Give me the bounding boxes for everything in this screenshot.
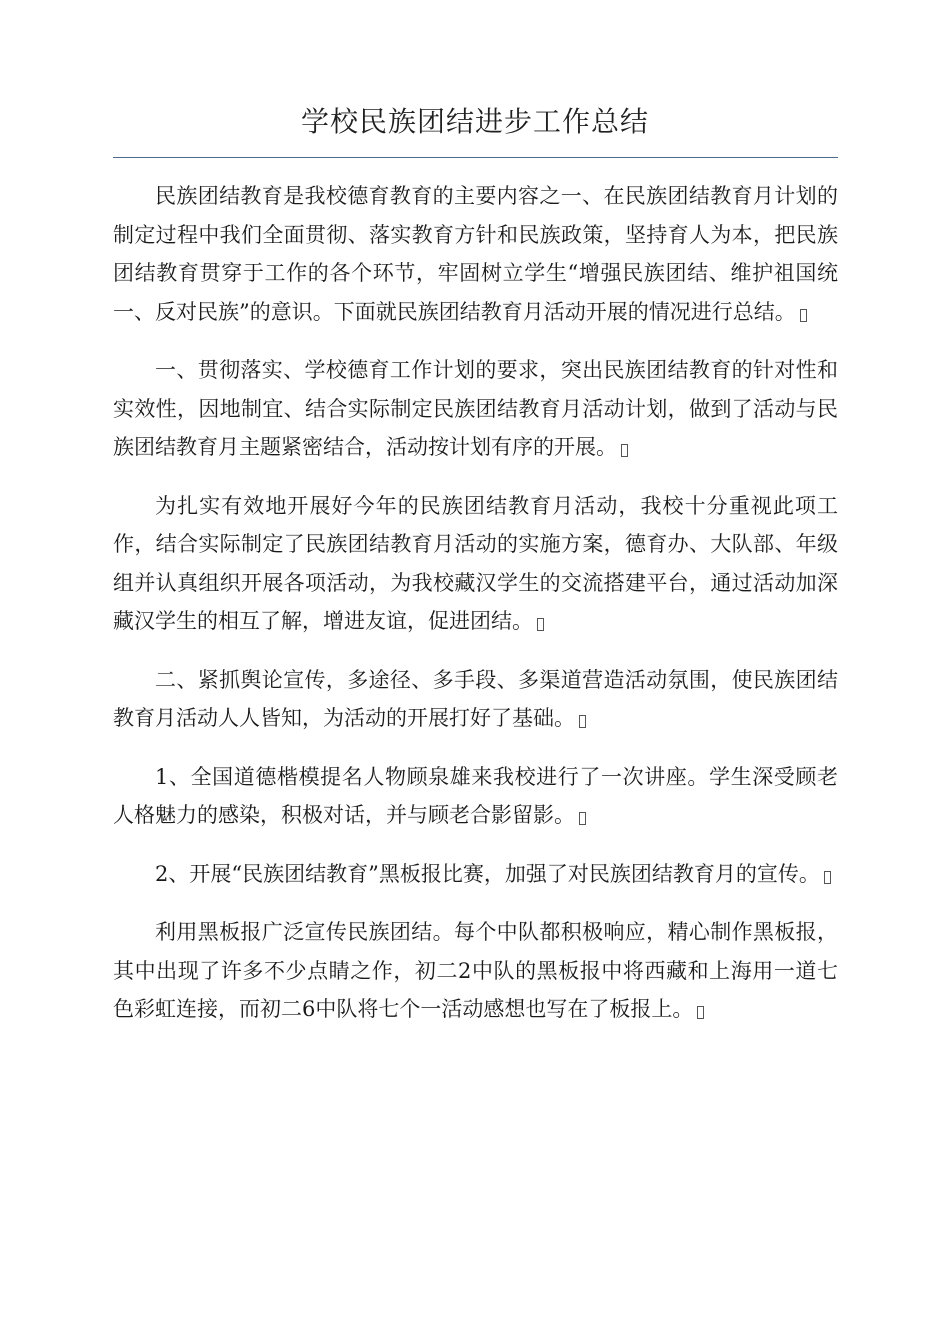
paragraph-mark-icon <box>621 444 628 457</box>
paragraph-text: 利用黑板报广泛宣传民族团结。每个中队都积极响应，精心制作黑板报，其中出现了许多不少点睛之作，初二2中队的黑板报中将西藏和上海用一道七色彩虹连接，而初二6中队将七个一活动感想也写在了板报上。 <box>113 920 838 1021</box>
paragraph <box>113 855 838 894</box>
paragraph-mark-icon <box>824 871 831 884</box>
paragraph-text: 2、开展“民族团结教育”黑板报比赛，加强了对民族团结教育月的宣传。 <box>155 861 820 886</box>
paragraph-mark-icon <box>579 812 586 825</box>
document-body <box>113 177 838 1049</box>
paragraph-text: 一、贯彻落实、学校德育工作计划的要求，突出民族团结教育的针对性和实效性，因地制宜、结合实际制定民族团结教育月活动计划，做到了活动与民族团结教育月主题紧密结合，活动按计划有序的开展。 <box>113 358 838 459</box>
paragraph-text: 二、紧抓舆论宣传，多途径、多手段、多渠道营造活动氛围，使民族团结教育月活动人人皆知，为活动的开展打好了基础。 <box>113 667 838 730</box>
document-title: 学校民族团结进步工作总结 <box>300 105 649 138</box>
paragraph <box>113 913 838 1029</box>
paragraph-mark-icon <box>800 309 807 322</box>
paragraph-mark-icon <box>579 715 586 728</box>
paragraph <box>113 351 838 467</box>
paragraph-mark-icon <box>697 1006 704 1019</box>
title-divider <box>113 157 838 158</box>
paragraph-text: 民族团结教育是我校德育教育的主要内容之一、在民族团结教育月计划的制定过程中我们全面贯彻、落实教育方针和民族政策，坚持育人为本，把民族团结教育贯穿于工作的各个环节，牢固树立学生“增强民族团结、维护祖国统一、反对民族”的意识。下面就民族团结教育月活动开展的情况进行总结。 <box>113 184 838 324</box>
paragraph <box>113 758 838 835</box>
paragraph-mark-icon <box>537 618 544 631</box>
paragraph-text: 为扎实有效地开展好今年的民族团结教育月活动，我校十分重视此项工作，结合实际制定了民族团结教育月活动的实施方案，德育办、大队部、年级组并认真组织开展各项活动，为我校藏汉学生的交流搭建平台，通过活动加深藏汉学生的相互了解，增进友谊，促进团结。 <box>113 493 838 633</box>
paragraph <box>113 661 838 738</box>
paragraph <box>113 487 838 641</box>
paragraph-text: 1、全国道德楷模提名人物顾泉雄来我校进行了一次讲座。学生深受顾老人格魅力的感染，积极对话，并与顾老合影留影。 <box>113 764 838 827</box>
paragraph <box>113 177 838 331</box>
